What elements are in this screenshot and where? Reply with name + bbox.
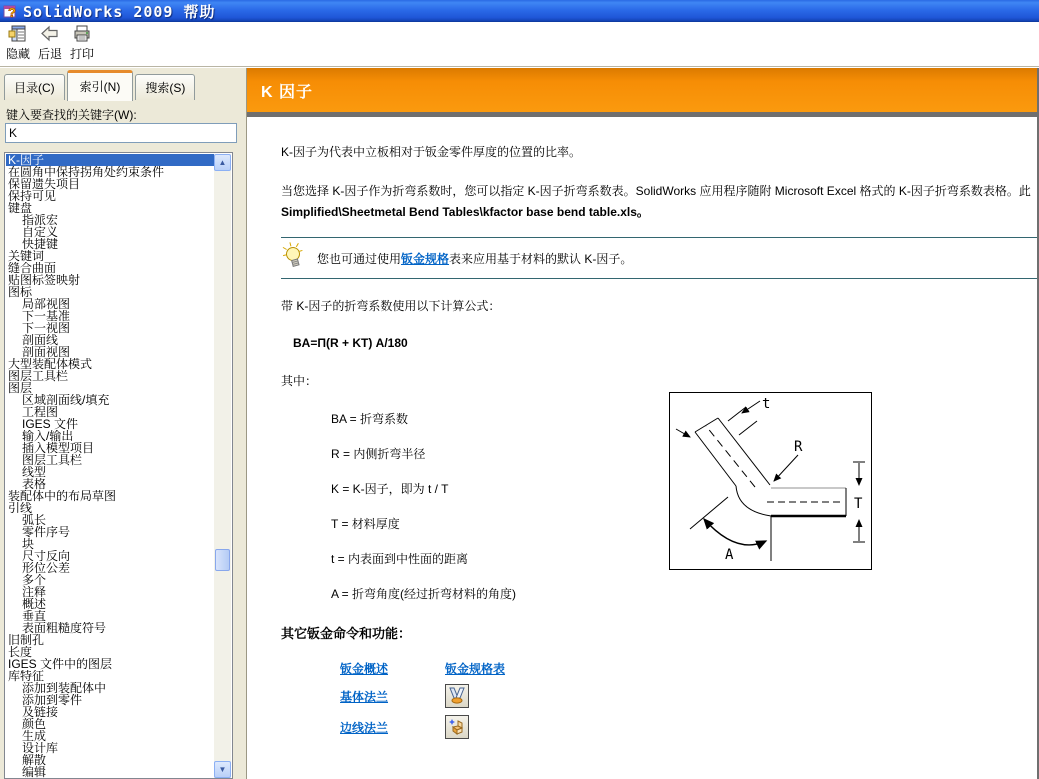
definition-row: K = K-因子，即为 t / T — [331, 482, 449, 496]
bend-table-path: Simplified\Sheetmetal Bend Tables\kfactor base bend table.xls。 — [281, 205, 649, 219]
main-area — [0, 68, 1039, 779]
list-item[interactable]: 垂直 — [22, 610, 47, 622]
window-title: SolidWorks 2009 帮助 — [23, 2, 216, 21]
list-item[interactable]: 插入模型项目 — [22, 442, 95, 454]
back-button-label: 后退 — [37, 47, 62, 61]
definition-row: A = 折弯角度(经过折弯材料的角度) — [331, 587, 517, 601]
definition-row: BA = 折弯系数 — [331, 412, 409, 426]
diagram-label-R: R — [794, 439, 803, 455]
list-item[interactable]: 装配体中的布局草图 — [8, 490, 117, 502]
list-item[interactable]: 注释 — [22, 586, 47, 598]
list-item[interactable]: 添加到装配体中 — [22, 682, 107, 694]
base-flange-icon — [448, 687, 466, 705]
list-item[interactable]: 多个 — [22, 574, 47, 586]
list-item[interactable]: 弧长 — [22, 514, 47, 526]
list-item[interactable]: 关键词 — [8, 250, 45, 262]
list-item[interactable]: 在圆角中保持拐角处约束条件 — [8, 166, 165, 178]
list-item[interactable]: 大型装配体模式 — [8, 358, 93, 370]
window-titlebar[interactable] — [0, 0, 1039, 22]
list-item[interactable]: 贴图标签映射 — [8, 274, 81, 286]
formula: BA=Π(R + KT) A/180 — [293, 336, 408, 350]
topic-header — [247, 68, 1037, 117]
list-item[interactable]: 表格 — [22, 478, 47, 490]
base-flange-button[interactable] — [445, 684, 469, 708]
tab-contents[interactable]: 目录(C) — [4, 74, 65, 100]
list-item[interactable]: 键盘 — [8, 202, 33, 214]
lightbulb-icon — [281, 242, 305, 275]
sheet-metal-overview-link[interactable]: 钣金概述 — [340, 662, 389, 676]
formula-intro: 带 K-因子的折弯系数使用以下计算公式： — [281, 299, 501, 313]
hide-button[interactable] — [2, 24, 34, 64]
print-button-label: 打印 — [69, 47, 94, 61]
navigation-panel — [0, 68, 247, 779]
paragraph-intro: K-因子为代表中立板相对于钣金零件厚度的位置的比率。 — [281, 145, 582, 159]
list-item[interactable]: 保留遗失项目 — [8, 178, 81, 190]
tip-text-pre: 您也可通过使用 — [317, 251, 402, 266]
list-item[interactable]: 长度 — [8, 646, 33, 658]
list-item[interactable]: 线型 — [22, 466, 47, 478]
list-item[interactable]: 图层工具栏 — [22, 454, 83, 466]
list-item[interactable]: 图层工具栏 — [8, 370, 69, 382]
tip-text-post: 表来应用基于材料的默认 K-因子。 — [449, 251, 633, 266]
list-item[interactable]: 零件序号 — [22, 526, 71, 538]
paragraph-bend-table-line1: 当您选择 K-因子作为折弯系数时，您可以指定 K-因子折弯系数表。SolidWorks 应用程序随附 Microsoft Excel 格式的 K-因子折弯系数表格。此 — [281, 184, 1031, 198]
list-item[interactable]: 图标 — [8, 286, 33, 298]
definition-row: R = 内侧折弯半径 — [331, 447, 426, 461]
list-item[interactable]: IGES 文件中的图层 — [8, 658, 113, 670]
keyword-label: 键入要查找的关键字(W): — [6, 108, 137, 122]
list-item[interactable]: 下一视图 — [22, 322, 71, 334]
list-item[interactable]: 区域剖面线/填充 — [22, 394, 110, 406]
base-flange-link[interactable]: 基体法兰 — [340, 689, 389, 704]
list-item[interactable]: 旧制孔 — [8, 634, 45, 646]
list-item[interactable]: 编辑 — [22, 766, 47, 778]
svg-text:?: ? — [8, 5, 16, 19]
related-links — [340, 660, 1037, 739]
list-item[interactable]: 输入/输出 — [22, 430, 74, 442]
list-item[interactable]: 工程图 — [22, 406, 59, 418]
list-item[interactable]: 及链接 — [22, 706, 59, 718]
print-button[interactable] — [66, 24, 98, 64]
list-item[interactable]: 引线 — [8, 502, 33, 514]
list-item[interactable]: 图层 — [8, 382, 33, 394]
hide-panel-icon — [8, 24, 28, 47]
list-item[interactable]: 局部视图 — [22, 298, 71, 310]
back-arrow-icon — [40, 24, 60, 47]
nav-tabs — [4, 74, 197, 100]
printer-icon — [72, 24, 92, 47]
tab-index[interactable]: 索引(N) — [67, 70, 134, 101]
list-item[interactable]: 生成 — [22, 730, 47, 742]
topic-content — [247, 143, 1037, 739]
list-item[interactable]: 块 — [22, 538, 35, 550]
list-item[interactable]: 添加到零件 — [22, 694, 83, 706]
sheet-metal-gauge-table-link[interactable]: 钣金规格表 — [445, 662, 506, 676]
divider — [281, 278, 1037, 279]
page-title: K 因子 — [261, 83, 314, 101]
list-item[interactable]: 剖面视图 — [22, 346, 71, 358]
tip-row — [281, 242, 1037, 274]
index-list — [6, 154, 214, 778]
diagram-label-A: A — [725, 547, 734, 563]
index-list-box — [4, 152, 233, 779]
list-item[interactable]: 下一基准 — [22, 310, 71, 322]
index-list-scrollbar[interactable] — [214, 154, 231, 778]
list-item[interactable]: 颜色 — [22, 718, 47, 730]
list-item[interactable]: 设计库 — [22, 742, 59, 754]
definition-row: T = 材料厚度 — [331, 517, 400, 531]
help-window-icon — [3, 3, 19, 19]
back-button[interactable] — [34, 24, 66, 64]
list-item[interactable]: 尺寸反向 — [22, 550, 71, 562]
list-item[interactable]: 缝合曲面 — [8, 262, 57, 274]
list-item[interactable]: 剖面线 — [22, 334, 59, 346]
list-item[interactable]: K-因子 — [6, 154, 214, 166]
diagram-label-t: t — [762, 396, 771, 412]
keyword-input[interactable] — [5, 123, 237, 143]
tab-search[interactable]: 搜索(S) — [135, 74, 195, 100]
scrollbar-thumb[interactable] — [215, 549, 230, 571]
sheet-metal-gauge-link[interactable]: 钣金规格 — [401, 251, 450, 266]
list-item[interactable]: 保持可见 — [8, 190, 57, 202]
list-item[interactable]: IGES 文件 — [22, 418, 79, 430]
list-item[interactable]: 快捷键 — [22, 238, 59, 250]
scroll-down-icon[interactable]: ▼ — [214, 761, 231, 778]
scroll-up-icon[interactable]: ▲ — [214, 154, 231, 171]
edge-flange-button[interactable] — [445, 715, 469, 739]
tip-text — [317, 250, 632, 267]
list-item[interactable]: 自定义 — [22, 226, 59, 238]
list-item[interactable]: 解散 — [22, 754, 47, 766]
list-item[interactable]: 指派宏 — [22, 214, 59, 226]
other-commands-heading: 其它钣金命令和功能： — [281, 626, 412, 641]
help-content-panel — [247, 68, 1039, 779]
list-item[interactable]: 形位公差 — [22, 562, 71, 574]
where-label: 其中： — [281, 374, 318, 388]
list-item[interactable]: 库特征 — [8, 670, 45, 682]
paragraph-bend-table — [281, 181, 1037, 223]
list-item[interactable]: 表面粗糙度符号 — [22, 622, 107, 634]
definition-row: t = 内表面到中性面的距离 — [331, 552, 469, 566]
edge-flange-icon — [448, 718, 466, 736]
diagram-label-T: T — [854, 496, 863, 512]
hide-button-label: 隐藏 — [5, 47, 30, 61]
edge-flange-link[interactable]: 边线法兰 — [340, 720, 389, 735]
list-item[interactable]: 概述 — [22, 598, 47, 610]
divider — [281, 237, 1037, 238]
help-toolbar — [0, 22, 1039, 67]
k-factor-diagram — [669, 392, 872, 570]
